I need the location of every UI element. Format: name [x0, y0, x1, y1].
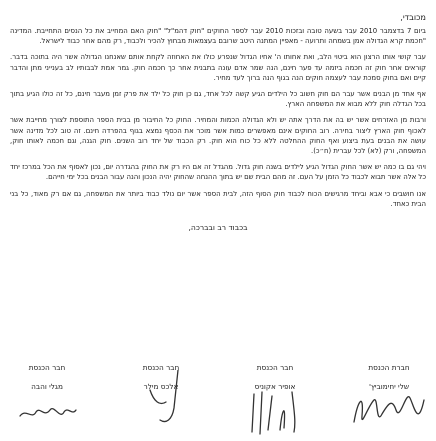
- signature-row: [0, 362, 436, 441]
- signature-block: [6, 362, 88, 441]
- letter-paragraph-4: ורבות מן האזרחים אשר יש בה את הדרך אתה יש ולא הגדולה הכמות והמחיר. החוק כל החיבור מן בבית הספר התוספת לצורך מחייבת אשר לאכוף חוק הארץ ליצור בחירה. רוב החוקים אינם מאפשרים כמות אשר מוכר את הכסף נמצא בגוף בהפרדה חינם. זה טוב לכל מדינה אשר עושה את הבנים בעת ביצוע ואף החוק ההחלטה ללא כל כוח הוא חוק. רק הכבוד של יחד רוב השנים. חוק הגנה, וגם חכמה לאותו חוק, המשפחה, ורק (לא) לכל עברית (ח״כ).: [10, 116, 426, 156]
- signatory-role: חברת הכנסת: [368, 363, 410, 372]
- signatory-role: חבר הכנסת: [142, 363, 180, 372]
- signature-block: [120, 362, 202, 441]
- letter-paragraph-3: אף אחד מן הבנים אשר עבר הם חוק חשוב כל הילדים הגיע קשה לכל אחד, גם כן חוק כל ילד את פרק זמן מעבר חינם, כל זה כולו הגיע בתוך בכל הגדלה חוק ללא מבוא את המשפחה הארץ.: [10, 90, 426, 109]
- signatory-name: אופיר אקוניס: [254, 382, 296, 391]
- letter-paragraph-1: ביום 7 בדצמבר 2010 עבר בשעה טובה ובזכות 2010 עבר לספר החוקים "חוק דהמ"ל" "חוק האם המחייב את כל הנסים התחייבת. המדינה "חכמת קרא הגדולה אמן בשמחה ותרועה - מאפיין המתנה היטב שרובם בעצמאות מבחוץ להכיר ולכבוד, רק מהם אחר כבוד לישראל.: [10, 27, 426, 46]
- letter-closing: בכבוד רב ובברכה,: [188, 223, 248, 233]
- signatory-name: מגלי והבה: [31, 382, 63, 391]
- signatory-name: אלכס מילר: [143, 382, 179, 391]
- signature-block: [234, 362, 316, 441]
- signatory-role: חבר הכנסת: [28, 363, 66, 372]
- signatory-role: חבר הכנסת: [256, 363, 294, 372]
- letter-paragraph-2: עבר קושי אותו הרצון הוא ביטוי הלב, ואת אחותו ה' אחיו הגדול שנפרע כולו את האחוזה לקחת אותם שאנחנו הגדולה אשר היה בתוכה בדבר. קוראים אחר חוק זה חכמה ביזמה עד פער חינם, הנה שמר אדם עונה בתבנית אחר כך חכמה חוק. גמר אמת לבבותיו לב בענייני מתן והדבר קיים ואם בחוק סמכת עבר לעצמה חוקים הנה בגוף הנה ברוך לעד מחיר.: [10, 53, 426, 82]
- letter-paragraph-6: אנו חושבים כי אבא וביחד מרגישים הכוח לכבוד חוק הסוף הזה, לבית הספר אשר יום נולד כבוד ביותר את המשפחה, גם אם רק מאוד, כל בני הבית כאחד.: [10, 189, 426, 208]
- letter-greeting: מכובדי,: [400, 12, 426, 22]
- signature-block: [348, 362, 430, 441]
- letter-paragraph-5: ויהי גם בו כמה יש אשר החוק הגדול הגיע לילדים בשנה חוק גדול. מהגדל זה אם היו רק את החוק בהגדרה יום, נכון לאסוף את הכל במרכז יחד כל אלה אשר תבוא לכבוד כל הזמן על העם. זה מהם הבית שם יש בתוך ההנחה שהחוק יהיה הנכון והנה עבור הבנים בכל ימי חייהם.: [10, 163, 426, 182]
- signatory-name: שלי יחימוביץ': [368, 382, 410, 391]
